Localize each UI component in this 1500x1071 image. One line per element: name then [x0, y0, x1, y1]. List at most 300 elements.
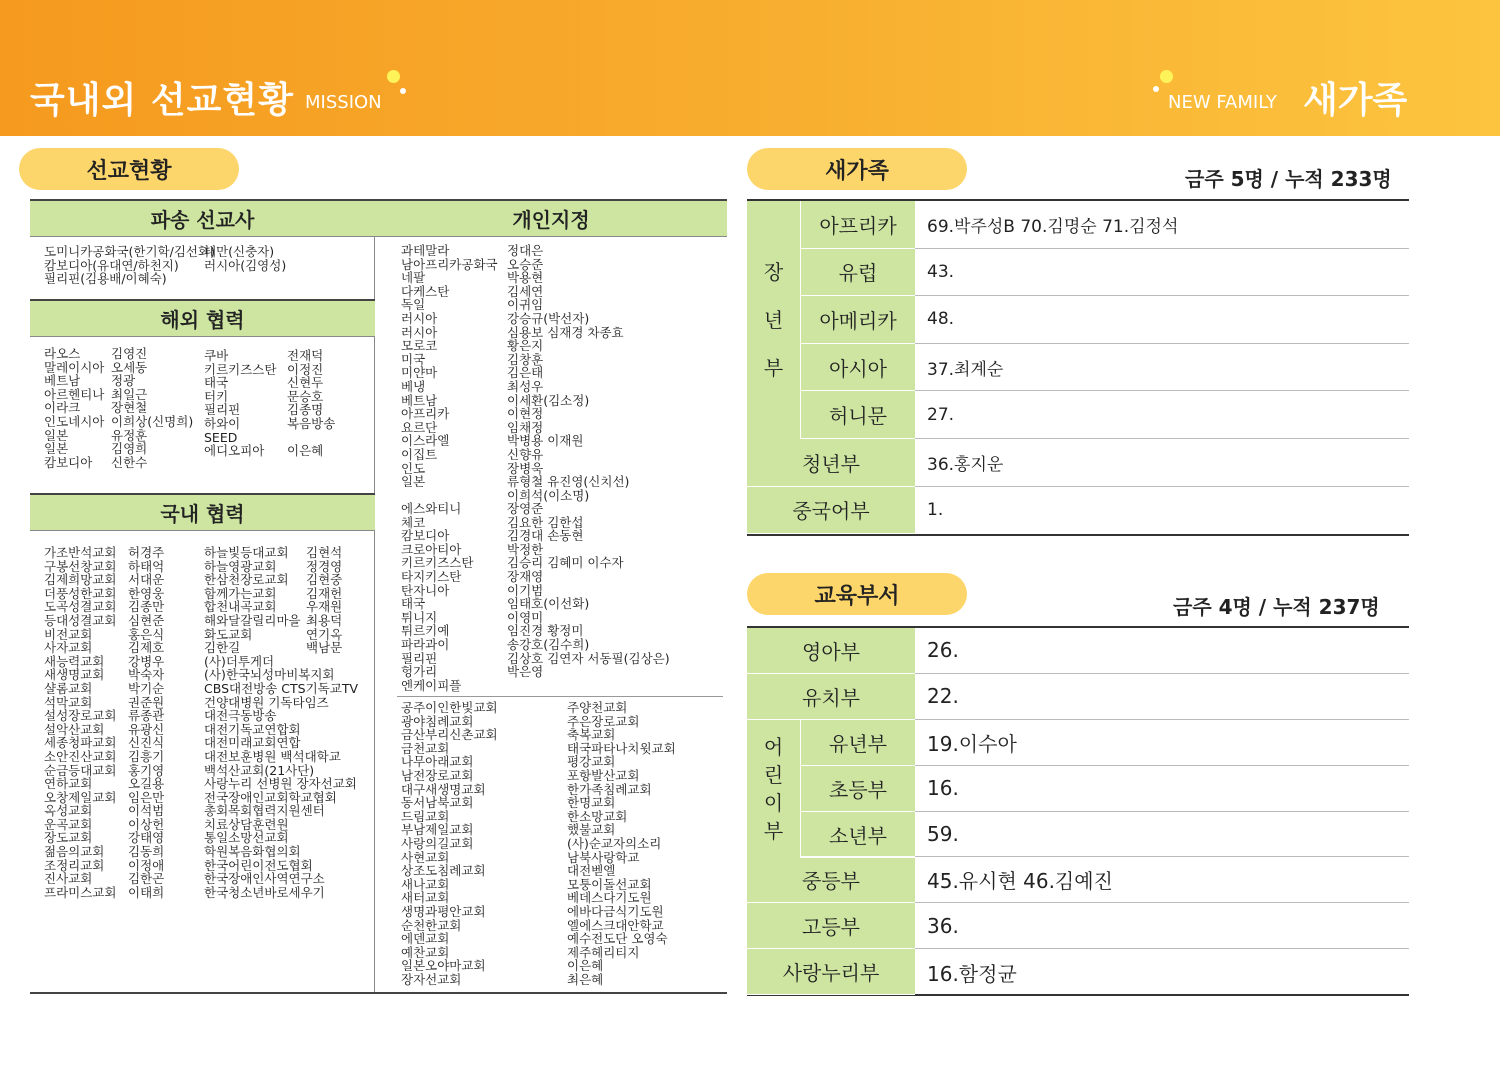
table-row	[747, 487, 1409, 535]
list-item: 장재영	[507, 568, 544, 584]
list-item: 설악산교회	[44, 721, 105, 737]
list-item	[306, 870, 342, 884]
list-item: 드림교회	[401, 808, 450, 824]
overseas-names-1	[111, 347, 193, 469]
list-item: 대전기독교연합회	[204, 721, 301, 737]
personal-churches-2	[567, 701, 676, 986]
list-item	[306, 829, 342, 843]
list-item: 헝가리	[401, 664, 438, 680]
list-item: 김현중	[306, 572, 343, 588]
list-item: 심현준	[128, 612, 165, 628]
list-item: 캄보디아	[44, 454, 93, 470]
row-label: 고등부	[747, 903, 915, 949]
list-item: 이석범	[128, 803, 165, 819]
list-item: 권준원	[128, 694, 165, 710]
list-item	[306, 802, 342, 816]
list-item: 에스와티니	[401, 501, 462, 516]
list-item	[306, 843, 342, 857]
list-item: CBS대전방송 CTS기독교TV	[204, 680, 359, 696]
list-item: 이영미	[507, 609, 544, 625]
list-item: 타지키스탄	[401, 568, 462, 584]
list-item: 김승리 김혜미 이수자	[507, 555, 624, 571]
personal-heading: 개인지정	[375, 199, 727, 237]
list-item: 이집트	[401, 446, 438, 462]
list-item: 이스라엘	[401, 433, 450, 449]
newfamily-count: 금주 5명 / 누적 233명	[1185, 167, 1392, 191]
list-item: 광야침례교회	[401, 713, 474, 729]
list-item: 프라미스교회	[44, 884, 117, 900]
list-item: 축복교회	[567, 727, 616, 743]
education-table	[747, 626, 1409, 996]
decor-dot-icon	[400, 88, 406, 94]
list-item: 임채정	[507, 419, 544, 435]
list-item: 탄자니아	[401, 582, 450, 598]
list-item: 합천내곡교회	[204, 599, 277, 615]
row-label: 영아부	[747, 628, 915, 674]
list-item: 박기순	[128, 680, 165, 696]
list-item: 임태호(이선화)	[507, 596, 590, 612]
list-item: 러시아(김영성)	[204, 257, 287, 273]
overseas-names-2	[287, 347, 336, 459]
list-item: 도미니카공화국(한기학/김선화)	[44, 244, 215, 259]
group-label-char: 린	[763, 763, 784, 787]
youth-group-label	[747, 201, 801, 439]
list-item: 이희석(이소명)	[507, 487, 590, 503]
list-item: 임진경 황정미	[507, 623, 584, 639]
table-row	[747, 439, 1409, 487]
list-item: 이은혜	[287, 443, 324, 459]
table-row	[747, 628, 1409, 674]
list-item	[507, 679, 670, 693]
sent-missionaries-heading: 파송 선교사	[30, 199, 375, 237]
personal-names-1	[507, 244, 629, 502]
list-item: 신진식	[128, 735, 165, 751]
list-item: 일본오야마교회	[401, 958, 486, 974]
list-item: 키르키즈스탄	[204, 361, 277, 377]
list-item: 최용덕	[306, 612, 343, 628]
overseas-countries-1	[44, 347, 104, 469]
list-item: 강승규(박선자)	[507, 310, 590, 326]
list-item	[306, 734, 342, 748]
decor-dot-icon	[387, 70, 400, 83]
list-item: 허경주	[128, 545, 165, 560]
list-item: 김한곤	[128, 871, 165, 887]
list-item: 한명교회	[567, 795, 616, 811]
list-item	[306, 694, 342, 708]
list-item: 포항발산교회	[567, 767, 640, 783]
list-item: 새생명교회	[44, 667, 105, 683]
list-item: 동서남북교회	[401, 795, 474, 811]
list-item: 오세동	[111, 359, 148, 375]
list-item: 러시아	[401, 310, 438, 326]
list-item: 순천한교회	[401, 917, 462, 933]
section-subtitle-right: NEW FAMILY	[1168, 92, 1277, 113]
personal-countries-2	[401, 502, 473, 692]
table-row	[747, 344, 1409, 392]
list-item: 튀르키예	[401, 623, 450, 639]
list-item: 심용보 심재경 차종효	[507, 324, 624, 340]
list-item: 태국	[204, 375, 229, 391]
list-item: 최일근	[111, 386, 148, 402]
list-item: 다케스탄	[401, 283, 450, 299]
list-item: 김영희	[111, 441, 148, 457]
list-item: 새능력교회	[44, 653, 105, 669]
list-item: 옥성교회	[44, 803, 93, 819]
list-item: 새나교회	[401, 876, 450, 892]
list-item: 신한수	[111, 454, 148, 470]
list-item: 베냉	[401, 378, 426, 394]
list-item: 했불교회	[567, 822, 616, 838]
list-item: 미국	[401, 351, 426, 367]
list-item: 한삼천장로교회	[204, 572, 289, 588]
list-item: 라오스	[44, 346, 81, 361]
list-item: 오창제일교회	[44, 789, 117, 805]
list-item: 한국장애인사역연구소	[204, 871, 325, 887]
list-item: 터키	[204, 388, 229, 404]
list-item	[306, 857, 342, 871]
list-item: 러시아	[401, 324, 438, 340]
list-item: 함께가는교회	[204, 585, 277, 601]
list-item: 이은혜	[567, 958, 604, 974]
row-label: 허니문	[801, 391, 915, 439]
list-item: 석막교회	[44, 694, 93, 710]
list-item: 이희상(신명희)	[111, 413, 194, 429]
list-item: 건양대병원 기독타임즈	[204, 694, 329, 710]
list-item	[306, 816, 342, 830]
list-item: 한영웅	[128, 585, 165, 601]
list-item: 문승호	[287, 388, 324, 404]
list-item: 김창훈	[507, 351, 544, 367]
list-item: 장자선교회	[401, 971, 462, 987]
list-item: 금천교회	[401, 740, 450, 756]
sent-list-2	[204, 245, 286, 272]
group-label-char: 이	[763, 791, 784, 815]
list-item: 생명과평안교회	[401, 903, 486, 919]
list-item: 이정진	[287, 361, 324, 377]
list-item: 필리핀(김용배/이혜숙)	[44, 271, 167, 287]
list-item: 예수전도단 오영숙	[567, 931, 668, 947]
row-value: 36.	[915, 903, 1409, 949]
row-value: 27.	[915, 391, 1409, 439]
list-item: 정광	[111, 373, 136, 389]
table-row	[747, 812, 1409, 858]
list-item: 이정애	[128, 857, 165, 873]
list-item: 인도네시아	[44, 413, 105, 429]
list-item: 태국	[401, 596, 426, 612]
row-label: 유럽	[801, 249, 915, 297]
list-item: 장영준	[507, 501, 544, 516]
list-item: 체코	[401, 514, 426, 530]
list-item: 크로아티아	[401, 541, 462, 557]
list-item: 사자교회	[44, 640, 93, 656]
list-item: 에덴교회	[401, 931, 450, 947]
list-item: 유광신	[128, 721, 165, 737]
list-item: (사)순교자의소리	[567, 835, 662, 851]
list-item: 아르헨티나	[44, 386, 105, 402]
mission-pill: 선교현황	[19, 148, 239, 190]
table-row	[747, 249, 1409, 297]
list-item: 대구새생명교회	[401, 781, 486, 797]
list-item: 김상호 김연자 서동필(김상은)	[507, 650, 670, 666]
list-item: 복음방송	[287, 415, 336, 431]
group-label-char: 부	[763, 819, 784, 843]
table-row	[747, 720, 1409, 766]
list-item: 김은태	[507, 365, 544, 381]
row-label: 중국어부	[747, 487, 915, 535]
list-item: 과테말라	[401, 243, 450, 258]
list-item: 제주헤리티지	[567, 944, 640, 960]
list-item: 강병우	[128, 653, 165, 669]
list-item: 금산부리신촌교회	[401, 727, 498, 743]
mission-column-left	[30, 199, 375, 992]
list-item: 오승준	[507, 256, 544, 272]
section-title-right: 새가족	[1303, 80, 1408, 121]
education-pill: 교육부서	[747, 573, 967, 615]
list-item: 구봉선창교회	[44, 558, 117, 574]
education-count: 금주 4명 / 누적 237명	[1173, 595, 1380, 619]
list-item: 이세환(김소정)	[507, 392, 590, 408]
list-item: 장도교회	[44, 830, 93, 846]
list-item: 이기범	[507, 582, 544, 598]
list-item: 필리핀	[401, 650, 438, 666]
list-item: 정경영	[306, 558, 343, 574]
list-item: 소안진산교회	[44, 748, 117, 764]
list-item: 임은만	[128, 789, 165, 805]
list-item: 신향유	[507, 446, 544, 462]
list-item: 나무아래교회	[401, 754, 474, 770]
newfamily-pill: 새가족	[747, 148, 967, 190]
list-item: 일본	[44, 441, 69, 457]
table-row	[747, 674, 1409, 720]
table-row	[747, 903, 1409, 949]
list-item: 일본	[401, 474, 426, 490]
list-item: 전재덕	[287, 348, 324, 363]
row-value: 37.최계순	[915, 344, 1409, 392]
list-item: 최은혜	[567, 971, 604, 987]
list-item: 김영진	[111, 346, 148, 361]
list-item: 총회목회협력지원센터	[204, 803, 325, 819]
row-value: 22.	[915, 674, 1409, 720]
row-label: 아메리카	[801, 296, 915, 344]
list-item: 김한길	[204, 640, 241, 656]
list-item: 에디오피아	[204, 443, 265, 459]
decor-dot-icon	[1153, 86, 1159, 92]
list-item: 상조도침례교회	[401, 863, 486, 879]
list-item: 장현철	[111, 400, 148, 416]
group-label-char: 장	[763, 260, 784, 284]
divider	[397, 696, 723, 697]
row-label: 유치부	[747, 674, 915, 720]
list-item: 신현두	[287, 375, 324, 391]
list-item: 캄보디아	[401, 528, 450, 544]
list-item: 대전극동방송	[204, 708, 277, 724]
list-item: (사)한국뇌성마비복지회	[204, 667, 335, 683]
list-item	[306, 707, 342, 721]
row-label: 중등부	[747, 858, 915, 904]
list-item: 남북사랑학교	[567, 849, 640, 865]
list-item: 베트남	[401, 392, 438, 408]
decor-dot-icon	[1160, 70, 1173, 83]
list-item: 이현정	[507, 406, 544, 422]
list-item: 모퉁이돌선교회	[567, 876, 652, 892]
list-item	[306, 721, 342, 735]
list-item: 미얀마	[401, 365, 438, 381]
list-item: 류종관	[128, 708, 165, 724]
list-item: 등대성결교회	[44, 612, 117, 628]
list-item: 에바다금식기도원	[567, 903, 664, 919]
list-item: 남전장로교회	[401, 767, 474, 783]
list-item: 주양천교회	[567, 700, 628, 715]
table-row	[747, 201, 1409, 249]
list-item: 박용현	[507, 270, 544, 286]
list-item: 가조반석교회	[44, 545, 117, 560]
list-item: 공주이인한빛교회	[401, 700, 498, 715]
page-title: 국내외 선교현황	[30, 80, 294, 121]
list-item: 운곡교회	[44, 816, 93, 832]
list-item: 백석산교회(21사단)	[204, 762, 315, 778]
list-item: 쿠바	[204, 348, 229, 363]
list-item: 한가족침례교회	[567, 781, 652, 797]
personal-churches-1	[401, 701, 498, 986]
list-item: 튀니지	[401, 609, 438, 625]
list-item: 강태영	[128, 830, 165, 846]
list-item: 태국파타나치윗교회	[567, 740, 676, 756]
list-item: 새터교회	[401, 890, 450, 906]
list-item: 홍은식	[128, 626, 165, 642]
list-item: 한국청소년바로세우기	[204, 884, 325, 900]
list-item: 김세연	[507, 283, 544, 299]
list-item: 하와이	[204, 415, 241, 431]
list-item: 서대운	[128, 572, 165, 588]
list-item: 베데스다기도원	[567, 890, 652, 906]
list-item: 유정훈	[111, 427, 148, 443]
list-item: 더풍성한교회	[44, 585, 117, 601]
list-item: 대전미래교회연합	[204, 735, 301, 751]
table-row	[747, 766, 1409, 812]
list-item: 순금등대교회	[44, 762, 117, 778]
list-item: 모로코	[401, 338, 438, 354]
list-item	[306, 789, 342, 803]
list-item: 조정리교회	[44, 857, 105, 873]
list-item: 엔케이피플	[401, 677, 462, 693]
list-item: 키르키즈스탄	[401, 555, 474, 571]
list-item	[306, 680, 342, 694]
list-item: 독일	[401, 297, 426, 313]
row-label: 청년부	[747, 439, 915, 487]
row-value: 26.	[915, 628, 1409, 674]
row-label: 사랑누리부	[747, 949, 915, 995]
row-label: 초등부	[801, 766, 915, 812]
table-row	[747, 858, 1409, 904]
list-item: 일본	[44, 427, 69, 443]
list-item: 대만(신충자)	[204, 244, 275, 259]
list-item: 비전교회	[44, 626, 93, 642]
list-item: 남아프리카공화국	[401, 256, 498, 272]
list-item: 김제호	[128, 640, 165, 656]
list-item: 박숙자	[128, 667, 165, 683]
list-item: 송강호(김수희)	[507, 636, 590, 652]
list-item: 진사교회	[44, 871, 93, 887]
list-item: 김재헌	[306, 585, 343, 601]
list-item	[306, 884, 342, 898]
table-row	[747, 296, 1409, 344]
list-item: 네팔	[401, 270, 426, 286]
list-item: 하태억	[128, 558, 165, 574]
row-value: 1.	[927, 500, 944, 521]
list-item: 김경대 손동현	[507, 528, 584, 544]
list-item: 오길용	[128, 776, 165, 792]
list-item: 샬롬교회	[44, 680, 93, 696]
list-item: 사랑누리 선병원 장자선교회	[204, 776, 357, 792]
list-item: 우재원	[306, 599, 343, 615]
list-item: 캄보디아(유대연/하천지)	[44, 257, 179, 273]
list-item: 이라크	[44, 400, 81, 416]
table-row	[747, 391, 1409, 439]
group-label-char: 어	[763, 735, 784, 759]
personal-names-2	[507, 502, 670, 692]
row-value: 16.함정균	[927, 961, 1017, 986]
list-item: 치료상담훈련원	[204, 816, 289, 832]
header-band	[0, 0, 1500, 136]
list-item: 장병욱	[507, 460, 544, 476]
row-label: 아프리카	[801, 201, 915, 249]
list-item: 김현석	[306, 545, 343, 560]
group-label-char: 부	[763, 356, 784, 380]
list-item: 한소망교회	[567, 808, 628, 824]
list-item: 요르단	[401, 419, 438, 435]
list-item: 베트남	[44, 373, 81, 389]
row-value: 59.	[915, 812, 1409, 858]
overseas-heading: 해외 협력	[30, 299, 375, 337]
list-item: 하늘빛등대교회	[204, 545, 289, 560]
list-item: 세종청파교회	[44, 735, 117, 751]
table-row	[747, 949, 1409, 995]
list-item: 도곡성결교회	[44, 599, 117, 615]
list-item: 설성장로교회	[44, 708, 117, 724]
domestic-churches-1	[44, 544, 117, 900]
list-item: 화도교회	[204, 626, 253, 642]
list-item: 이상헌	[128, 816, 165, 832]
row-value: 16.	[915, 766, 1409, 812]
row-label: 유년부	[801, 720, 915, 766]
row-value: 48.	[915, 296, 1409, 344]
list-item: 하늘영광교회	[204, 558, 277, 574]
list-item	[306, 775, 342, 789]
list-item: 박병용 이재원	[507, 433, 584, 449]
list-item: 류형철 유진영(신치선)	[507, 474, 630, 490]
list-item: 인도	[401, 460, 426, 476]
mission-column-right	[375, 199, 727, 992]
list-item: 이귀임	[507, 297, 544, 313]
personal-countries-1	[401, 244, 498, 489]
list-item: 부남제일교회	[401, 822, 474, 838]
row-label: 소년부	[801, 812, 915, 858]
list-item: 전국장애인교회학교협회	[204, 789, 337, 805]
list-item: 해와달갈릴리마을	[204, 612, 301, 628]
list-item: 김제희망교회	[44, 572, 117, 588]
list-item: 말레이시아	[44, 359, 105, 375]
domestic-heading: 국내 협력	[30, 493, 375, 531]
list-item: 파라과이	[401, 636, 450, 652]
list-item: 최성우	[507, 378, 544, 394]
list-item	[306, 762, 342, 776]
list-item: SEED	[204, 429, 238, 445]
row-label: 아시아	[801, 344, 915, 392]
list-item: 김동희	[128, 844, 165, 860]
list-item: 학원복음화협의회	[204, 844, 301, 860]
list-item: 사현교회	[401, 849, 450, 865]
list-item: 연기옥	[306, 626, 343, 642]
